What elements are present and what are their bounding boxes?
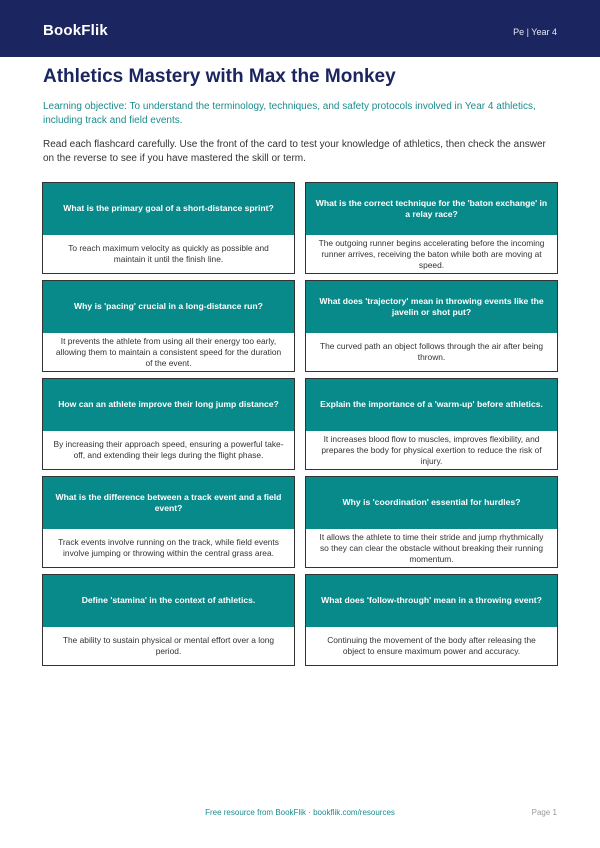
flashcard-answer: Continuing the movement of the body after releasing the object to ensure maximum power and accuracy. xyxy=(327,635,536,656)
flashcard-answer: The curved path an object follows through the air after being thrown. xyxy=(319,341,543,362)
flashcard-answer: By increasing their approach speed, ensuring a powerful take-off, and extending their legs during the flight phase. xyxy=(53,439,284,460)
flashcard[interactable] xyxy=(305,182,558,274)
flashcard-grid xyxy=(42,182,558,666)
learning-objective: Learning objective: To understand the terminology, techniques, and safety protocols involved in Year 4 athletics, including track and field events. xyxy=(43,101,536,126)
flashcard-question: What is the primary goal of a short-distance sprint? xyxy=(43,183,294,235)
flashcard[interactable] xyxy=(42,574,295,666)
flashcard[interactable] xyxy=(42,378,295,470)
flashcard-question: Why is 'pacing' crucial in a long-distance run? xyxy=(43,281,294,333)
subject-year-label: Pe | Year 4 xyxy=(513,27,557,37)
flashcard-question: How can an athlete improve their long jump distance? xyxy=(43,379,294,431)
flashcard-answer: The ability to sustain physical or mental effort over a long period. xyxy=(62,635,275,656)
flashcard-answer: To reach maximum velocity as quickly as possible and maintain it until the finish line. xyxy=(68,243,269,264)
brand-logo[interactable]: BookFlik xyxy=(43,22,108,39)
flashcard-question: Explain the importance of a 'warm-up' before athletics. xyxy=(306,379,557,431)
instructions-text: Read each flashcard carefully. Use the front of the card to test your knowledge of athletics, then check the answer on the reverse to see if you have mastered the skill or term. xyxy=(43,139,546,164)
flashcard-question: Why is 'coordination' essential for hurdles? xyxy=(306,477,557,529)
page-title: Athletics Mastery with Max the Monkey xyxy=(43,66,396,87)
flashcard[interactable] xyxy=(305,280,558,372)
flashcard[interactable] xyxy=(305,574,558,666)
flashcard[interactable] xyxy=(42,182,295,274)
flashcard-answer: It allows the athlete to time their stride and jump rhythmically so they can clear the obstacle without breaking their running momentum. xyxy=(319,531,544,564)
footer-credit[interactable]: Free resource from BookFlik · bookflik.com/resources xyxy=(205,808,395,817)
flashcard-answer: It prevents the athlete from using all their energy too early, allowing them to maintain a consistent speed for the duration of the event. xyxy=(55,335,282,368)
page-number: Page 1 xyxy=(531,808,557,817)
flashcard[interactable] xyxy=(42,280,295,372)
flashcard-answer: The outgoing runner begins accelerating before the incoming runner arrives, receiving the baton while both are moving at speed. xyxy=(318,237,545,270)
flashcard-question: What is the difference between a track event and a field event? xyxy=(43,477,294,529)
flashcard-answer: It increases blood flow to muscles, improves flexibility, and prepares the body for physical exertion to reduce the risk of injury. xyxy=(321,433,542,466)
flashcard[interactable] xyxy=(42,476,295,568)
flashcard-question: Define 'stamina' in the context of athletics. xyxy=(43,575,294,627)
flashcard-answer: Track events involve running on the track, while field events involve jumping or throwing within the central grass area. xyxy=(58,537,279,558)
flashcard-question: What is the correct technique for the 'baton exchange' in a relay race? xyxy=(306,183,557,235)
flashcard-question: What does 'trajectory' mean in throwing events like the javelin or shot put? xyxy=(306,281,557,333)
flashcard[interactable] xyxy=(305,476,558,568)
flashcard[interactable] xyxy=(305,378,558,470)
page-header xyxy=(0,0,600,57)
flashcard-question: What does 'follow-through' mean in a throwing event? xyxy=(306,575,557,627)
